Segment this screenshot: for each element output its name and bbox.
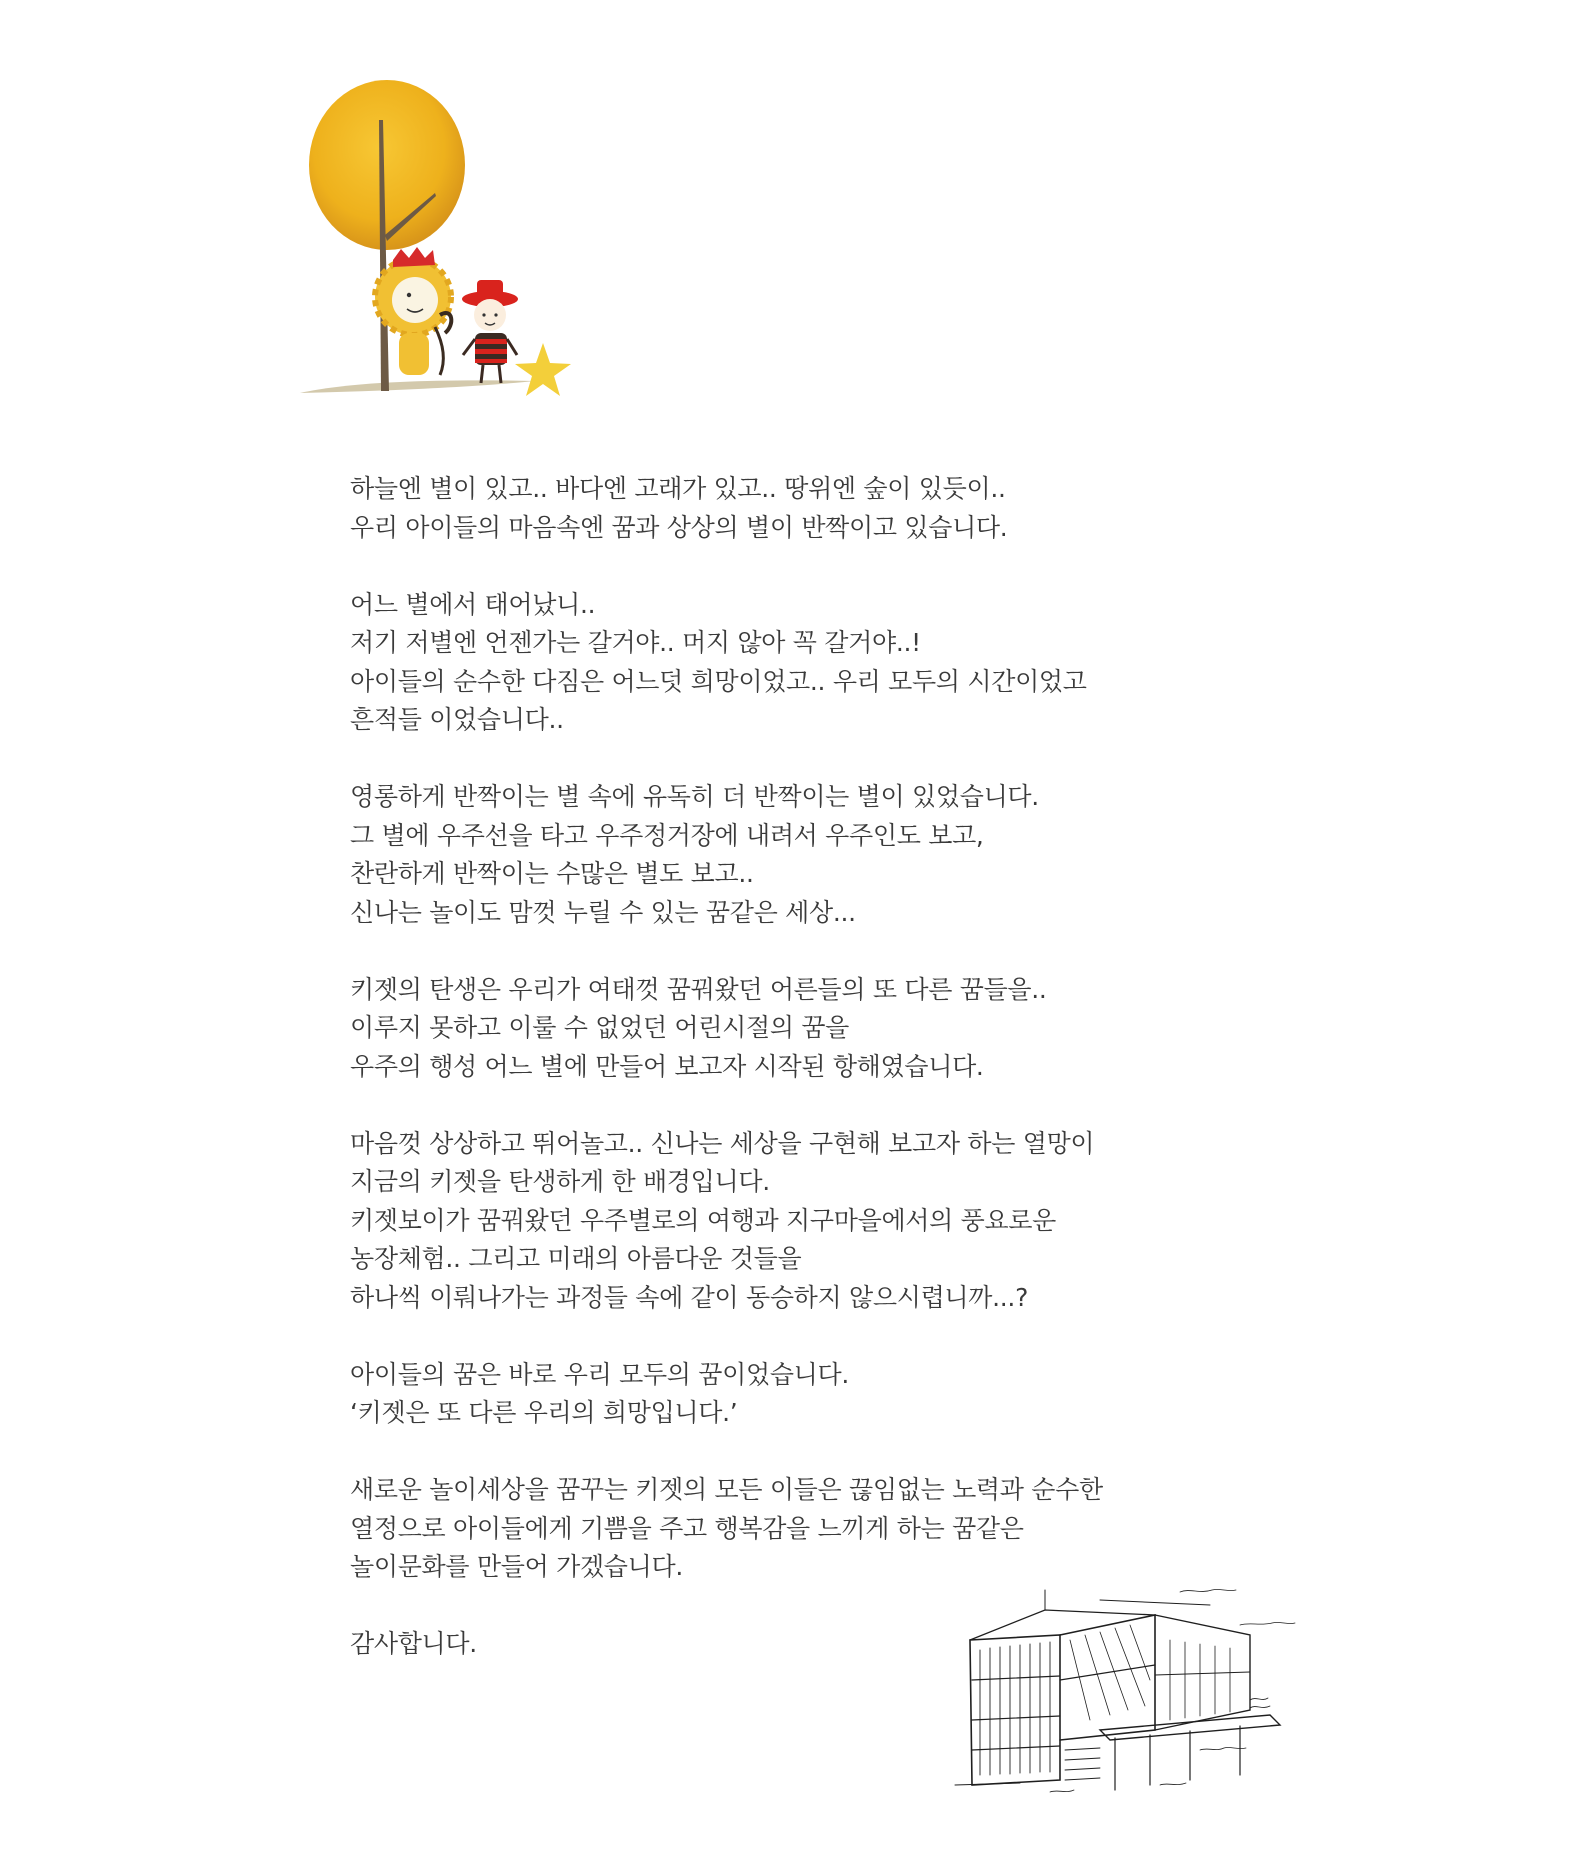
letter-paragraph: [350, 1471, 1250, 1587]
letter-line: 하늘엔 별이 있고.. 바다엔 고래가 있고.. 땅위엔 숲이 있듯이..: [350, 474, 1006, 503]
letter-line: 찬란하게 반짝이는 수많은 별도 보고..: [350, 859, 754, 888]
letter-body: [350, 470, 1250, 1702]
letter-line: 농장체험.. 그리고 미래의 아름다운 것들을: [350, 1244, 802, 1273]
letter-line: 새로운 놀이세상을 꿈꾸는 키젯의 모든 이들은 끊임없는 노력과 순수한: [350, 1475, 1103, 1504]
letter-paragraph: [350, 778, 1250, 932]
letter-paragraph: [350, 470, 1250, 547]
letter-line: 저기 저별엔 언젠가는 갈거야.. 머지 않아 꼭 갈거야..!: [350, 628, 921, 657]
letter-paragraph: [350, 971, 1250, 1087]
letter-paragraph: [350, 1125, 1250, 1318]
building-sketch: [950, 1580, 1300, 1800]
tree-canopy: [309, 80, 465, 250]
letter-line: 흔적들 이었습니다..: [350, 705, 564, 734]
letter-line: 신나는 놀이도 맘껏 누릴 수 있는 꿈같은 세상...: [350, 897, 856, 927]
letter-line: 어느 별에서 태어났니..: [350, 589, 596, 619]
letter-line: 아이들의 꿈은 바로 우리 모두의 꿈이었습니다.: [350, 1359, 850, 1389]
letter-line: 열정으로 아이들에게 기쁨을 주고 행복감을 느끼게 하는 꿈같은: [350, 1513, 1024, 1543]
letter-line: 영롱하게 반짝이는 별 속에 유독히 더 반짝이는 별이 있었습니다.: [350, 782, 1039, 811]
letter-line: 우리 아이들의 마음속엔 꿈과 상상의 별이 반짝이고 있습니다.: [350, 512, 1008, 542]
letter-line: ‘키젯은 또 다른 우리의 희망입니다.’: [350, 1398, 738, 1427]
letter-line: 우주의 행성 어느 별에 만들어 보고자 시작된 항해였습니다.: [350, 1051, 984, 1081]
closing-line: 감사합니다.: [350, 1629, 477, 1658]
letter-line: 마음껏 상상하고 뛰어놀고.. 신나는 세상을 구현해 보고자 하는 열망이: [350, 1128, 1095, 1158]
star-icon: [515, 343, 571, 396]
tree-lion-child-illustration: [295, 75, 625, 405]
letter-line: 키젯의 탄생은 우리가 여태껏 꿈꿔왔던 어른들의 또 다른 꿈들을..: [350, 974, 1047, 1004]
letter-paragraph: [350, 1356, 1250, 1433]
letter-line: 그 별에 우주선을 타고 우주정거장에 내려서 우주인도 보고,: [350, 820, 984, 850]
letter-line: 키젯보이가 꿈꿔왔던 우주별로의 여행과 지구마을에서의 풍요로운: [350, 1205, 1057, 1235]
letter-line: 이루지 못하고 이룰 수 없었던 어린시절의 꿈을: [350, 1013, 850, 1042]
letter-line: 하나씩 이뤄나가는 과정들 속에 같이 동승하지 않으시렵니까...?: [350, 1282, 1029, 1312]
letter-line: 놀이문화를 만들어 가겠습니다.: [350, 1552, 683, 1581]
letter-paragraph: [350, 586, 1250, 740]
letter-line: 지금의 키젯을 탄생하게 한 배경입니다.: [350, 1167, 770, 1196]
letter-line: 아이들의 순수한 다짐은 어느덧 희망이었고.. 우리 모두의 시간이었고: [350, 666, 1087, 696]
child-character: [462, 280, 518, 383]
